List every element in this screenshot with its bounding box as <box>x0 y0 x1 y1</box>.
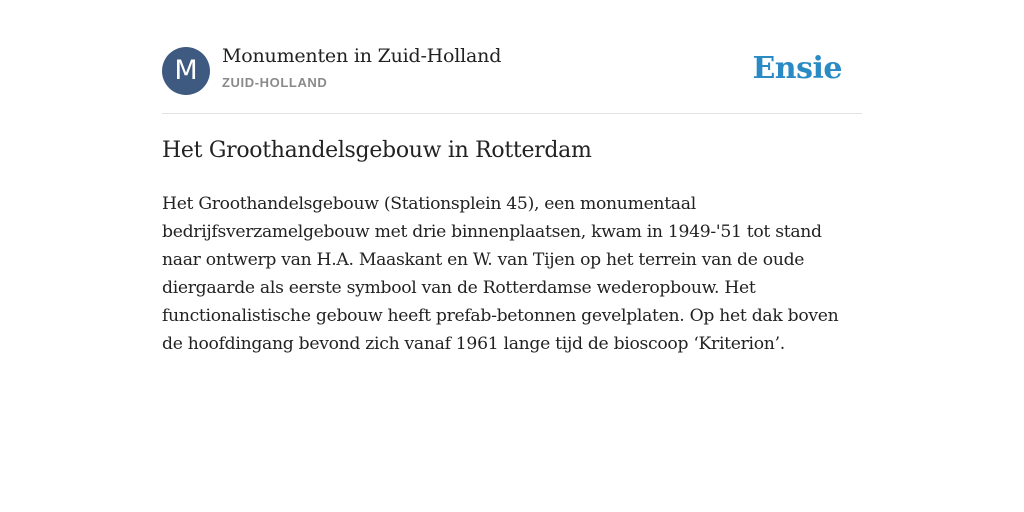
collection-title[interactable]: Monumenten in Zuid-Holland <box>222 45 502 67</box>
avatar[interactable]: M <box>162 47 210 95</box>
page-container <box>162 0 862 354</box>
ensie-logo[interactable]: Ensie <box>752 51 842 86</box>
region-label: ZUID-HOLLAND <box>222 75 328 90</box>
header <box>162 0 862 114</box>
article-title: Het Groothandelsgebouw in Rotterdam <box>162 138 592 163</box>
article-body: Het Groothandelsgebouw (Stationsplein 45), een monumentaal bedrijfsverzamelgebouw met drie binnenplaatsen, kwam in 1949-'51 tot stand naar ontwerp van H.A. Maaskant en W. van Tijen op het terrein van de oude diergaarde als eerste symbool van de Rotterdamse wederopbouw. Het functionalistische gebouw heeft prefab-betonnen gevelplaten. Op het dak boven de hoofdingang bevond zich vanaf 1961 lange tijd de bioscoop ‘Kriterion’. <box>162 194 839 354</box>
